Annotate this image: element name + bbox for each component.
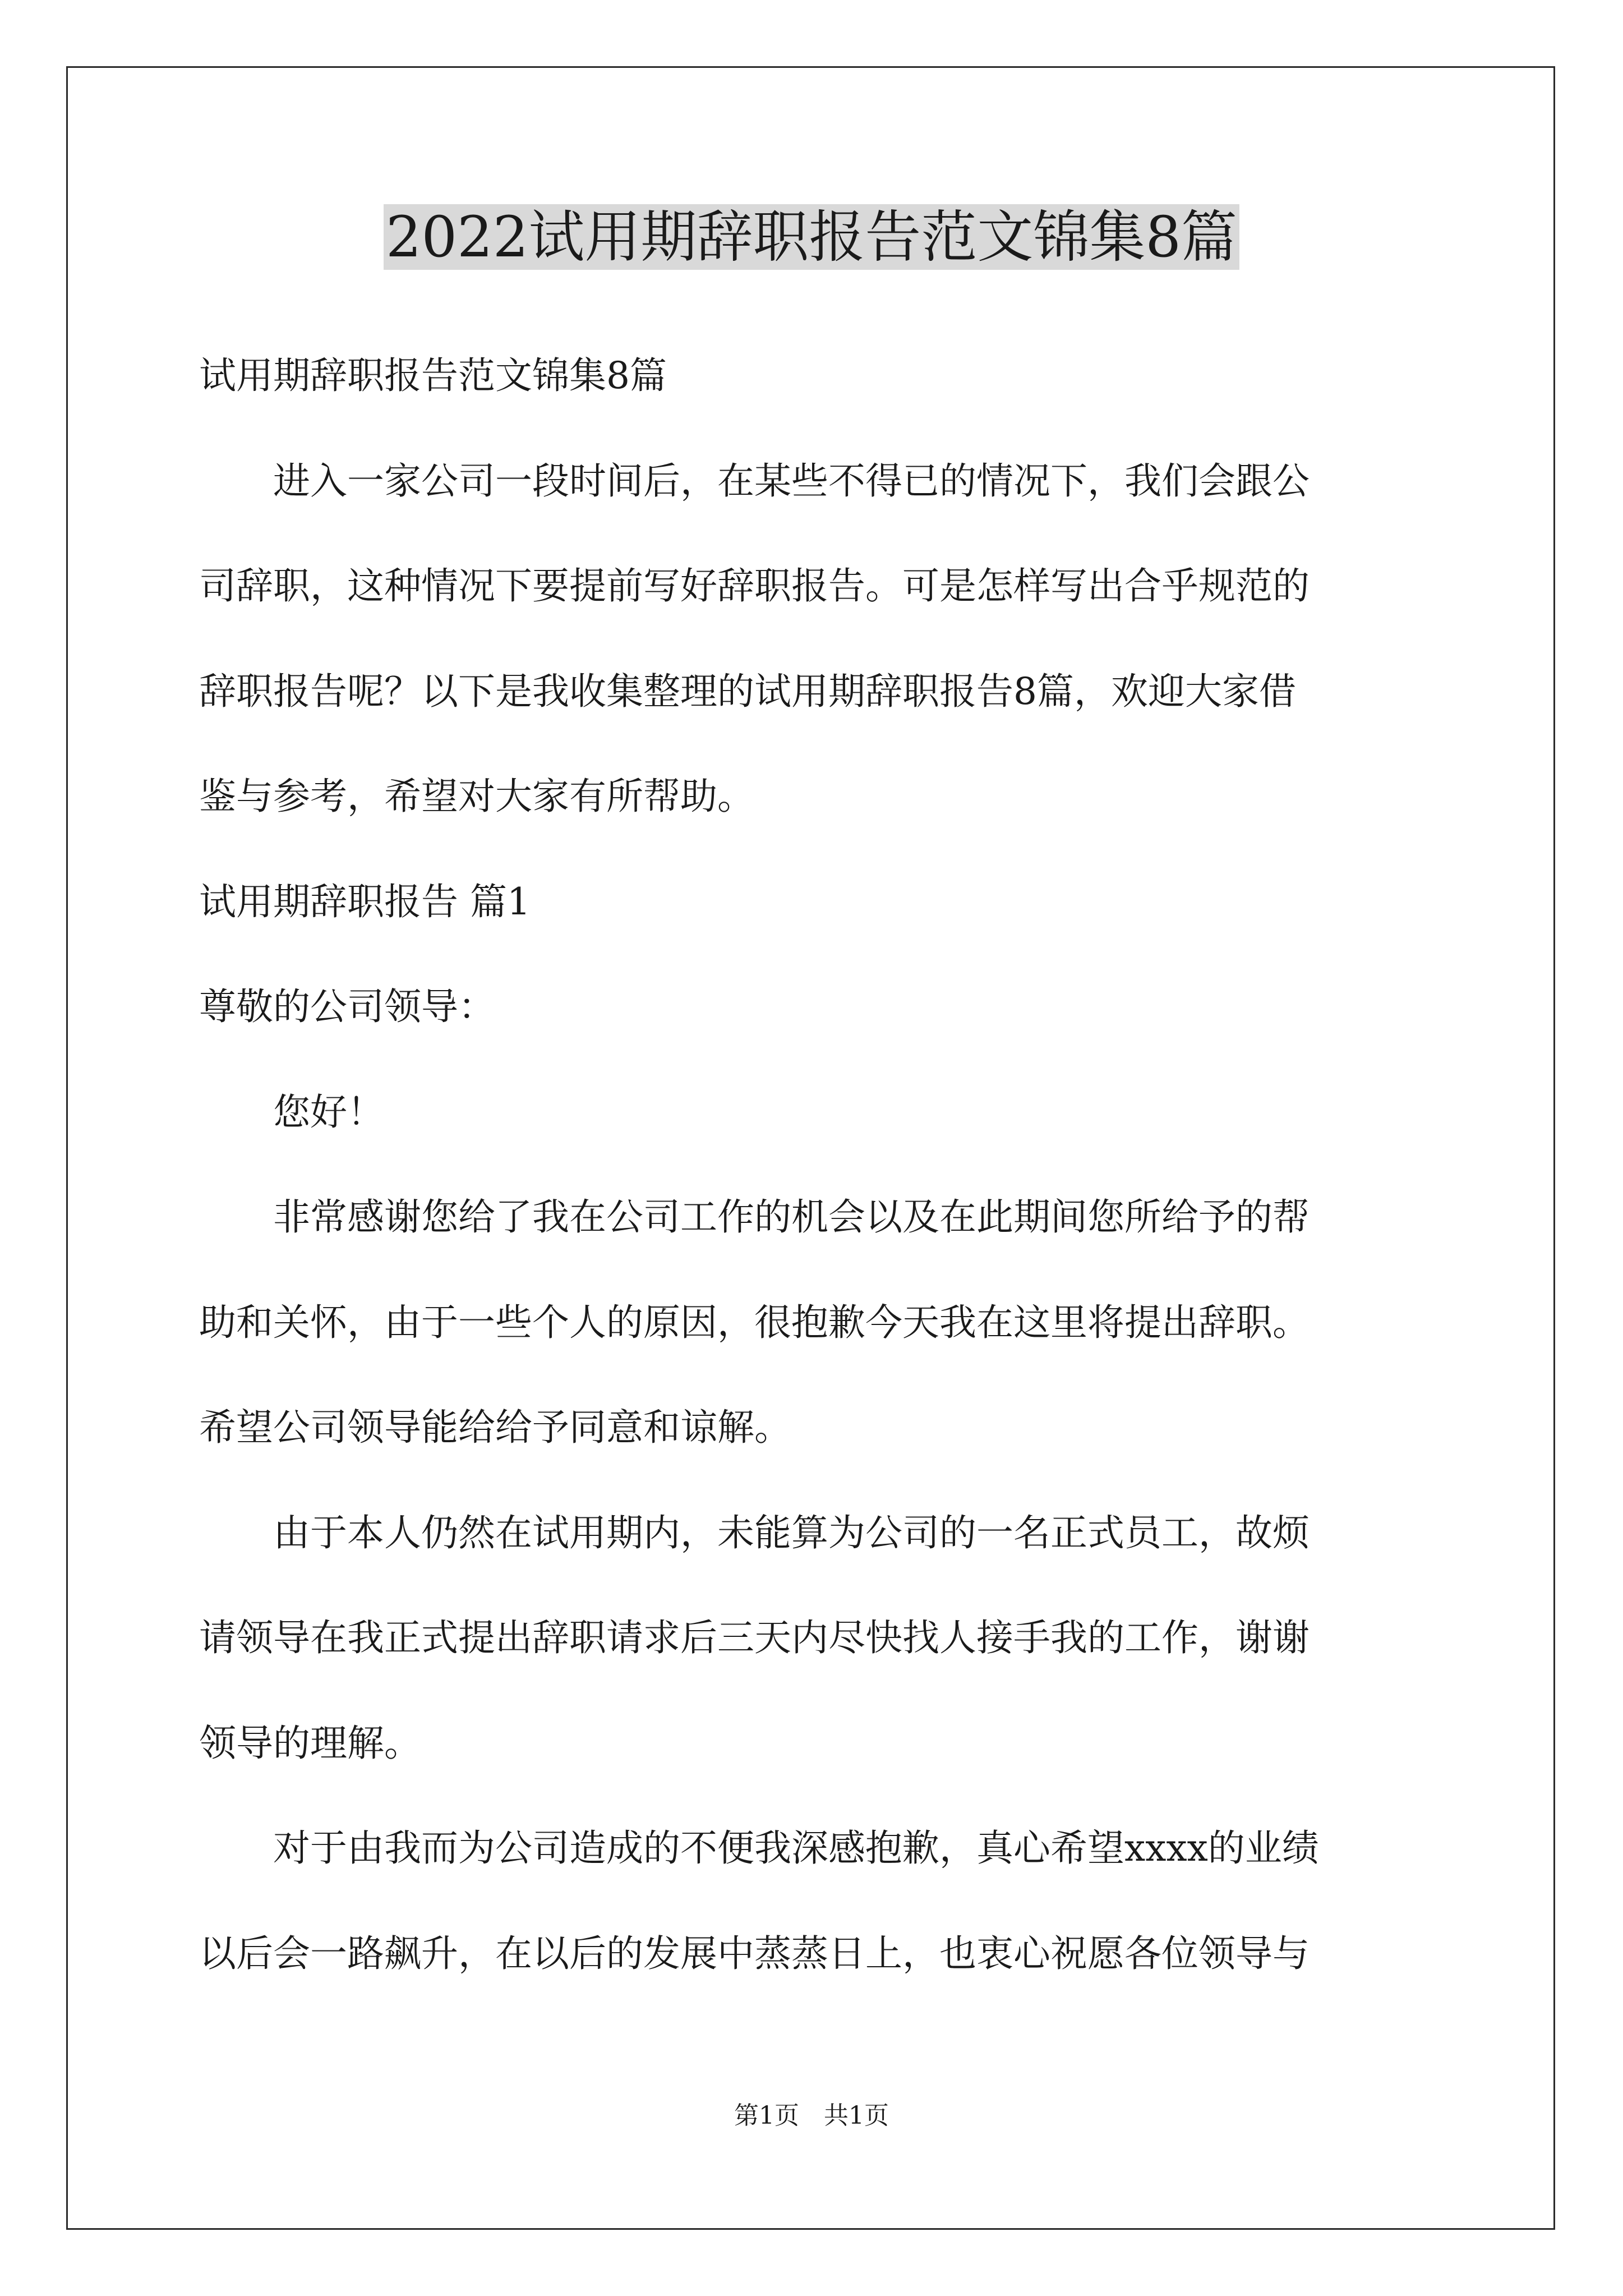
greeting: 您好！: [199, 1091, 384, 1134]
body-line: 助和关怀，由于一些个人的原因，很抱歉今天我在这里将提出辞职。: [199, 1301, 1310, 1344]
body-line: 对于由我而为公司造成的不便我深感抱歉，真心希望xxxx的业绩: [199, 1826, 1319, 1870]
document-title-text: 2022试用期辞职报告范文锦集8篇: [384, 204, 1239, 270]
body-line: 由于本人仍然在试用期内，未能算为公司的一名正式员工，故烦: [199, 1511, 1310, 1554]
body-line: 希望公司领导能给给予同意和谅解。: [199, 1406, 791, 1449]
body-line: 以后会一路飙升，在以后的发展中蒸蒸日上，也衷心祝愿各位领导与: [199, 1932, 1310, 1975]
page-footer: 第1页 共1页: [734, 2101, 889, 2130]
subtitle-line: 试用期辞职报告范文锦集8篇: [199, 354, 667, 397]
body-line: 请领导在我正式提出辞职请求后三天内尽快找人接手我的工作，谢谢: [199, 1616, 1310, 1659]
body-line: 进入一家公司一段时间后，在某些不得已的情况下，我们会跟公: [199, 459, 1310, 503]
document-title: [0, 204, 1623, 271]
body-line: 非常感谢您给了我在公司工作的机会以及在此期间您所给予的帮: [199, 1195, 1310, 1239]
body-line: 领导的理解。: [199, 1722, 421, 1765]
body-line: 司辞职，这种情况下要提前写好辞职报告。可是怎样写出合乎规范的: [199, 564, 1310, 608]
section-heading: 试用期辞职报告 篇1: [199, 880, 531, 923]
body-line: 鉴与参考，希望对大家有所帮助。: [199, 775, 754, 818]
salutation: 尊敬的公司领导：: [199, 985, 495, 1028]
body-line: 辞职报告呢？以下是我收集整理的试用期辞职报告8篇，欢迎大家借: [199, 670, 1296, 713]
